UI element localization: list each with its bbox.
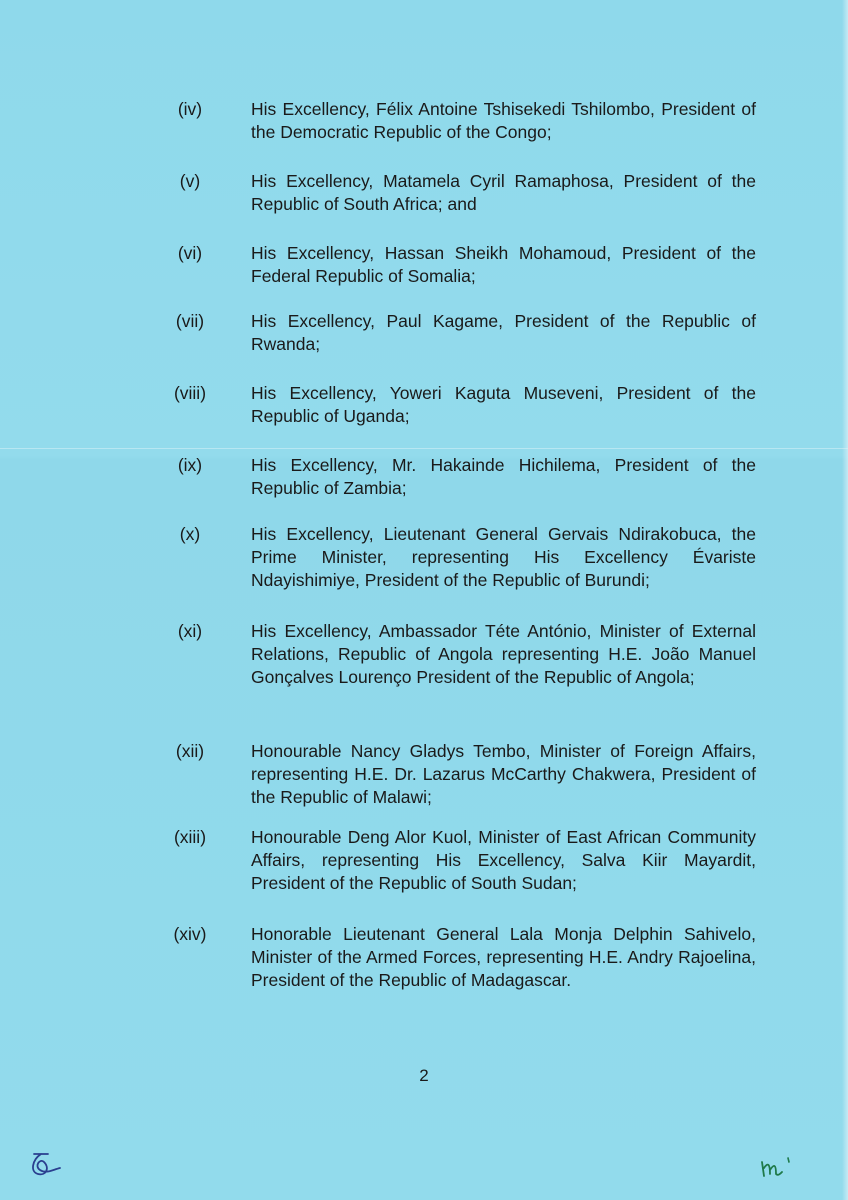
item-number: (iv) <box>177 99 203 119</box>
item-text: His Excellency, Hassan Sheikh Mohamoud, President of the Federal Republic of Somalia; <box>251 243 756 286</box>
item-text: His Excellency, Mr. Hakainde Hichilema, President of the Republic of Zambia; <box>251 455 756 498</box>
paper-fold-line <box>0 448 848 449</box>
item-number: (ix) <box>177 455 203 475</box>
item-number: (xiv) <box>173 924 207 944</box>
handwritten-initial-left <box>26 1146 62 1182</box>
item-text: His Excellency, Félix Antoine Tshisekedi Tshilombo, President of the Democratic Republic of the Congo; <box>251 99 756 142</box>
item-number: (vii) <box>175 311 205 331</box>
item-text: His Excellency, Paul Kagame, President of the Republic of Rwanda; <box>251 311 756 354</box>
item-number: (x) <box>179 524 201 544</box>
item-text: Honourable Deng Alor Kuol, Minister of East African Community Affairs, representing His Excellency, Salva Kiir Mayardit, President of the Republic of South Sudan; <box>251 827 756 893</box>
item-text: Honorable Lieutenant General Lala Monja Delphin Sahivelo, Minister of the Armed Forces, representing H.E. Andry Rajoelina, President of the Republic of Madagascar. <box>251 924 756 990</box>
item-number: (xii) <box>175 741 205 761</box>
item-number: (vi) <box>177 243 203 263</box>
item-text: His Excellency, Ambassador Téte António, Minister of External Relations, Republic of Angola representing H.E. João Manuel Gonçalves Lourenço President of the Republic of Angola; <box>251 621 756 687</box>
item-number: (xiii) <box>173 827 207 847</box>
item-number: (viii) <box>173 383 207 403</box>
item-text: His Excellency, Yoweri Kaguta Museveni, President of the Republic of Uganda; <box>251 383 756 426</box>
item-number: (xi) <box>177 621 203 641</box>
item-text: Honourable Nancy Gladys Tembo, Minister of Foreign Affairs, representing H.E. Dr. Lazarus McCarthy Chakwera, President of the Republic of Malawi; <box>251 741 756 807</box>
item-text: His Excellency, Matamela Cyril Ramaphosa, President of the Republic of South Africa; and <box>251 171 756 214</box>
paper-edge <box>842 0 848 1200</box>
page-number: 2 <box>419 1066 429 1085</box>
item-number: (v) <box>179 171 201 191</box>
item-text: His Excellency, Lieutenant General Gervais Ndirakobuca, the Prime Minister, representing His Excellency Évariste Ndayishimiye, President of the Republic of Burundi; <box>251 524 756 590</box>
handwritten-initial-right <box>758 1150 794 1182</box>
